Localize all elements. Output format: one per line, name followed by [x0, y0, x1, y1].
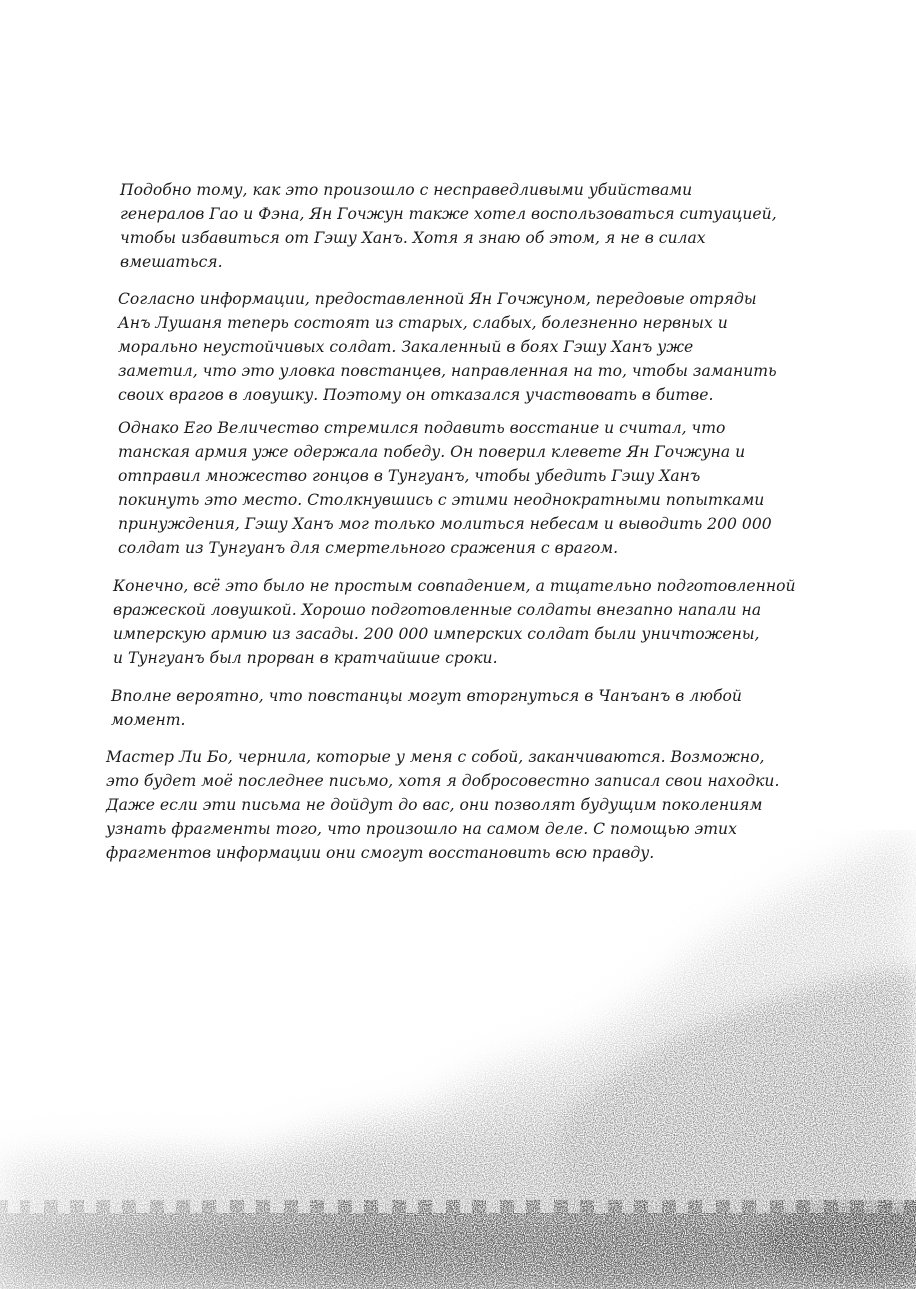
text-line: Согласно информации, предоставленной Ян Гочжуном, передовые отряды	[118, 290, 757, 308]
text-line: своих врагов в ловушку. Поэтому он отказался участвовать в битве.	[118, 386, 714, 404]
text-line: Однако Его Величество стремился подавить восстание и считал, что	[118, 419, 726, 437]
text-line: морально неустойчивых солдат. Закаленный в боях Гэшу Ханъ уже	[118, 338, 694, 356]
text-line: Вполне вероятно, что повстанцы могут вторгнуться в Чанъанъ в любой	[111, 687, 742, 705]
text-line: момент.	[111, 711, 186, 729]
text-line: Подобно тому, как это произошло с несправедливыми убийствами	[120, 181, 693, 199]
paragraph-6	[106, 745, 779, 865]
text-line: имперскую армию из засады. 200 000 имперских солдат были уничтожены,	[113, 625, 760, 643]
text-line: Мастер Ли Бо, чернила, которые у меня с собой, заканчиваются. Возможно,	[106, 748, 765, 766]
text-line: чтобы избавиться от Гэшу Ханъ. Хотя я знаю об этом, я не в силах	[120, 229, 706, 247]
text-line: узнать фрагменты того, что произошло на самом деле. С помощью этих	[106, 820, 737, 838]
text-line: и Тунгуанъ был прорван в кратчайшие сроки.	[113, 649, 498, 667]
text-line: принуждения, Гэшу Ханъ мог только молиться небесам и выводить 200 000	[118, 515, 772, 533]
text-line: солдат из Тунгуанъ для смертельного сражения с врагом.	[118, 539, 619, 557]
text-line: отправил множество гонцов в Тунгуанъ, чтобы убедить Гэшу Ханъ	[118, 467, 701, 485]
text-line: Анъ Лушаня теперь состоят из старых, слабых, болезненно нервных и	[118, 314, 728, 332]
text-line: фрагментов информации они смогут восстановить всю правду.	[106, 844, 655, 862]
paragraph-1	[120, 178, 777, 274]
text-line: вражеской ловушкой. Хорошо подготовленные солдаты внезапно напали на	[113, 601, 762, 619]
text-line: Даже если эти письма не дойдут до вас, они позволят будущим поколениям	[106, 796, 763, 814]
paragraph-5	[111, 684, 742, 732]
text-line: это будет моё последнее письмо, хотя я добросовестно записал свои находки.	[106, 772, 780, 790]
paragraph-3	[118, 416, 772, 560]
text-line: генералов Гао и Фэна, Ян Гочжун также хотел воспользоваться ситуацией,	[120, 205, 777, 223]
text-line: вмешаться.	[120, 253, 223, 271]
text-line: Конечно, всё это было не простым совпадением, а тщательно подготовленной	[113, 577, 796, 595]
text-line: покинуть это место. Столкнувшись с этими неоднократными попытками	[118, 491, 765, 509]
text-line: танская армия уже одержала победу. Он поверил клевете Ян Гочжуна и	[118, 443, 746, 461]
paragraph-2	[118, 287, 777, 407]
text-line: заметил, что это уловка повстанцев, направленная на то, чтобы заманить	[118, 362, 777, 380]
paragraph-4	[113, 574, 796, 670]
